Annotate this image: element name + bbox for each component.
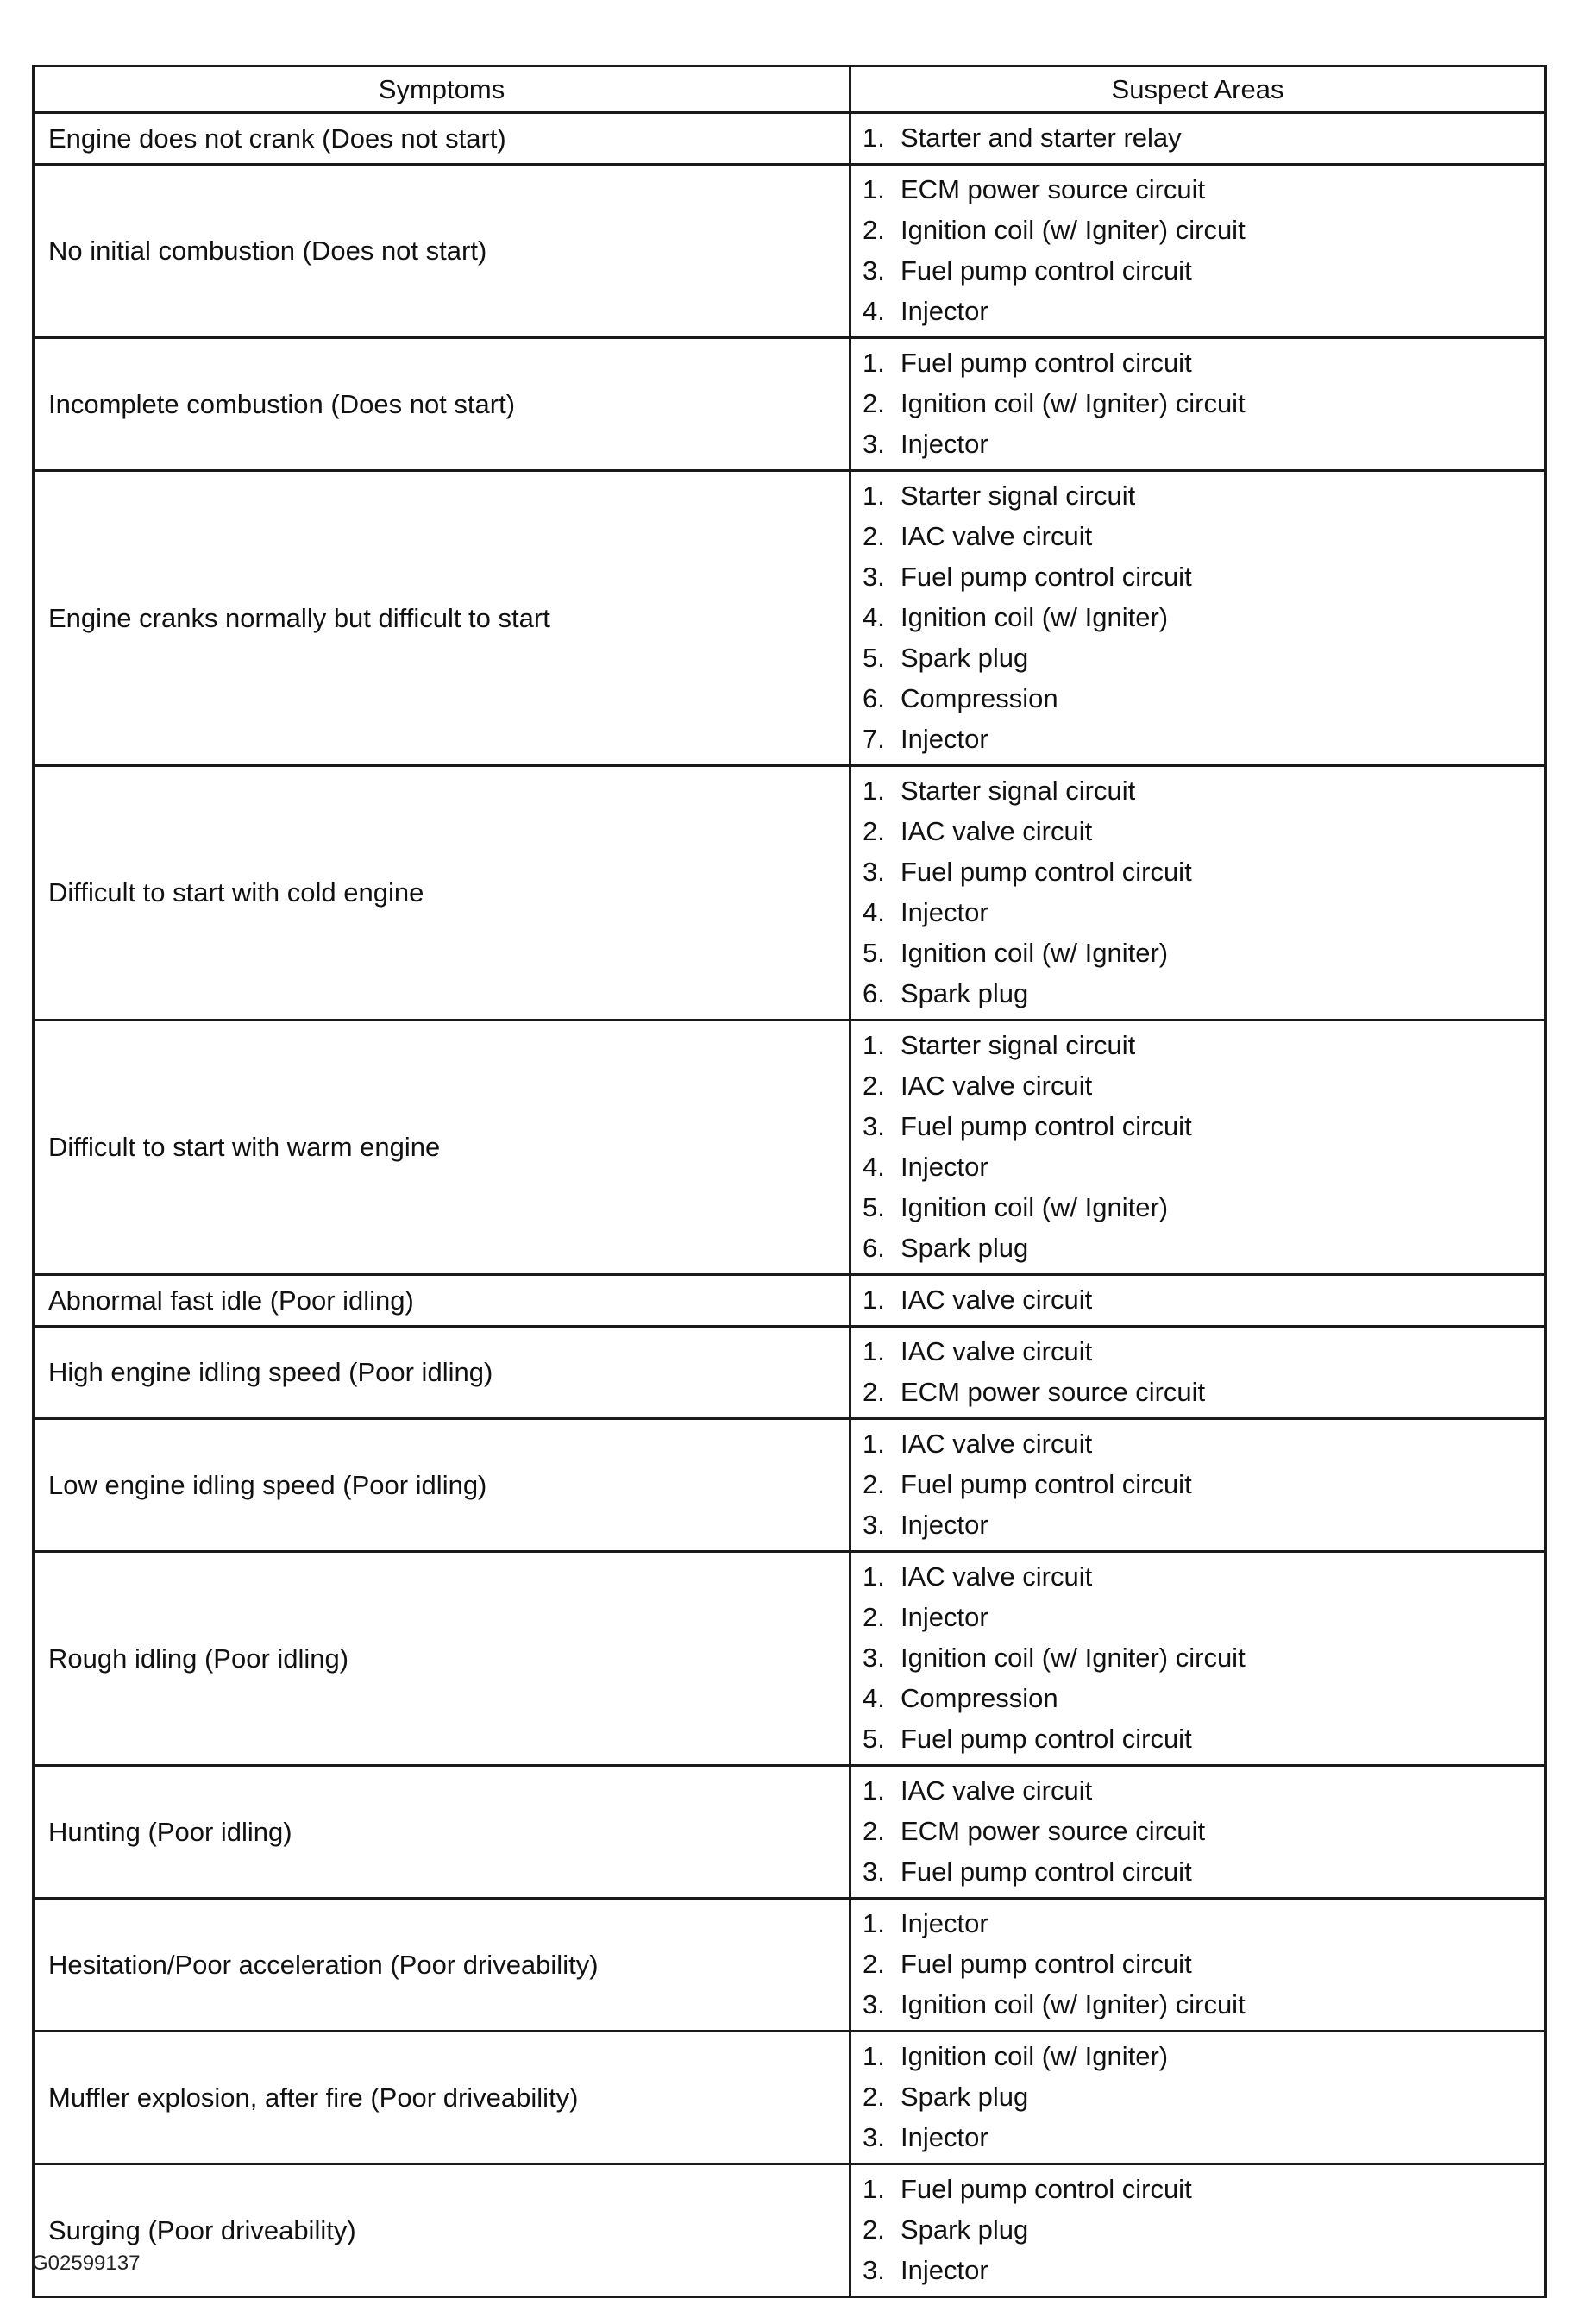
item-number: 2.	[863, 1602, 885, 1632]
suspect-area-item	[863, 385, 1544, 425]
suspect-area-text: Fuel pump control circuit	[901, 857, 1192, 887]
suspect-area-item	[863, 252, 1544, 292]
item-number: 3.	[863, 857, 885, 887]
suspect-area-text: Fuel pump control circuit	[901, 1949, 1192, 1979]
suspect-area-text: IAC valve circuit	[901, 1775, 1093, 1806]
item-number: 3.	[863, 562, 885, 592]
symptom-cell: Low engine idling speed (Poor idling)	[34, 1419, 850, 1552]
suspect-area-text: Starter signal circuit	[901, 481, 1136, 511]
item-number: 4.	[863, 1683, 885, 1713]
suspect-area-text: Ignition coil (w/ Igniter)	[901, 1192, 1169, 1222]
item-number: 5.	[863, 1724, 885, 1754]
item-number: 2.	[863, 1377, 885, 1407]
item-number: 1.	[863, 1775, 885, 1806]
symptom-table-container	[32, 65, 1544, 2298]
suspect-area-text: IAC valve circuit	[901, 1429, 1093, 1459]
item-number: 2.	[863, 521, 885, 551]
item-number: 3.	[863, 1989, 885, 2019]
item-number: 1.	[863, 174, 885, 204]
suspect-area-item	[863, 1189, 1544, 1229]
suspect-area-text: Spark plug	[901, 643, 1029, 673]
suspect-area-list	[863, 171, 1544, 333]
suspect-area-item	[863, 1986, 1544, 2026]
suspect-area-item	[863, 1680, 1544, 1720]
item-number: 1.	[863, 1561, 885, 1592]
suspect-area-text: Injector	[901, 2122, 988, 2152]
suspect-area-list	[863, 1558, 1544, 1761]
suspect-area-text: Fuel pump control circuit	[901, 1111, 1192, 1141]
suspect-areas-cell	[850, 1327, 1546, 1419]
item-number: 6.	[863, 978, 885, 1008]
suspect-area-text: Injector	[901, 1908, 988, 1938]
suspect-area-item	[863, 1639, 1544, 1680]
column-header-suspect-areas: Suspect Areas	[850, 66, 1546, 113]
item-number: 1.	[863, 1284, 885, 1315]
symptom-cell: Incomplete combustion (Does not start)	[34, 338, 850, 471]
item-number: 1.	[863, 1429, 885, 1459]
table-header	[34, 66, 1546, 113]
suspect-area-text: Fuel pump control circuit	[901, 255, 1192, 286]
suspect-area-item	[863, 2252, 1544, 2292]
suspect-area-item	[863, 344, 1544, 385]
suspect-area-list	[863, 1333, 1544, 1414]
suspect-area-item	[863, 975, 1544, 1015]
suspect-area-text: ECM power source circuit	[901, 1377, 1206, 1407]
suspect-area-list	[863, 1425, 1544, 1547]
suspect-area-item	[863, 1425, 1544, 1466]
suspect-area-item	[863, 171, 1544, 211]
item-number: 2.	[863, 2214, 885, 2245]
suspect-area-text: Fuel pump control circuit	[901, 1724, 1192, 1754]
suspect-area-item	[863, 1148, 1544, 1189]
table-row	[34, 1766, 1546, 1899]
suspect-area-text: Ignition coil (w/ Igniter) circuit	[901, 215, 1246, 245]
symptom-cell: No initial combustion (Does not start)	[34, 165, 850, 338]
table-row	[34, 471, 1546, 766]
suspect-areas-cell	[850, 338, 1546, 471]
item-number: 1.	[863, 1336, 885, 1366]
suspect-area-item	[863, 1558, 1544, 1599]
suspect-areas-cell	[850, 2164, 1546, 2297]
suspect-areas-cell	[850, 113, 1546, 165]
suspect-area-item	[863, 2078, 1544, 2119]
suspect-area-text: IAC valve circuit	[901, 1336, 1093, 1366]
suspect-area-item	[863, 1812, 1544, 1853]
table-row	[34, 1021, 1546, 1275]
suspect-area-item	[863, 477, 1544, 518]
suspect-area-list	[863, 2170, 1544, 2292]
suspect-area-text: Injector	[901, 1152, 988, 1182]
item-number: 5.	[863, 1192, 885, 1222]
suspect-area-item	[863, 1108, 1544, 1148]
table-row	[34, 1419, 1546, 1552]
table-row	[34, 1327, 1546, 1419]
suspect-area-list	[863, 1281, 1544, 1322]
suspect-area-item	[863, 558, 1544, 599]
suspect-area-item	[863, 2170, 1544, 2211]
suspect-area-text: Fuel pump control circuit	[901, 2174, 1192, 2204]
suspect-area-item	[863, 1853, 1544, 1894]
suspect-areas-cell	[850, 165, 1546, 338]
suspect-area-text: Injector	[901, 897, 988, 927]
suspect-area-text: Ignition coil (w/ Igniter) circuit	[901, 1989, 1246, 2019]
suspect-area-text: Fuel pump control circuit	[901, 1856, 1192, 1887]
item-number: 7.	[863, 724, 885, 754]
suspect-area-text: ECM power source circuit	[901, 1816, 1206, 1846]
suspect-area-item	[863, 1599, 1544, 1639]
symptom-cell: Muffler explosion, after fire (Poor driveability)	[34, 2032, 850, 2164]
item-number: 1.	[863, 481, 885, 511]
suspect-area-item	[863, 518, 1544, 558]
suspect-area-text: Starter signal circuit	[901, 1030, 1136, 1060]
suspect-area-item	[863, 211, 1544, 252]
item-number: 1.	[863, 1030, 885, 1060]
table-row	[34, 1275, 1546, 1327]
item-number: 2.	[863, 1816, 885, 1846]
suspect-area-text: Ignition coil (w/ Igniter)	[901, 2041, 1169, 2071]
symptom-cell: Hunting (Poor idling)	[34, 1766, 850, 1899]
symptom-cell: Engine cranks normally but difficult to start	[34, 471, 850, 766]
suspect-area-item	[863, 813, 1544, 853]
suspect-area-item	[863, 720, 1544, 761]
suspect-area-item	[863, 639, 1544, 680]
suspect-area-item	[863, 1945, 1544, 1986]
item-number: 5.	[863, 643, 885, 673]
suspect-area-item	[863, 292, 1544, 333]
suspect-area-item	[863, 119, 1544, 160]
suspect-area-text: Ignition coil (w/ Igniter) circuit	[901, 1643, 1246, 1673]
suspect-area-item	[863, 1506, 1544, 1547]
suspect-area-item	[863, 1905, 1544, 1945]
suspect-area-text: Injector	[901, 2255, 988, 2285]
item-number: 5.	[863, 938, 885, 968]
suspect-area-item	[863, 2119, 1544, 2159]
suspect-area-item	[863, 2211, 1544, 2252]
suspect-area-text: IAC valve circuit	[901, 1071, 1093, 1101]
suspect-areas-cell	[850, 1552, 1546, 1766]
item-number: 1.	[863, 1908, 885, 1938]
item-number: 3.	[863, 1643, 885, 1673]
suspect-area-item	[863, 680, 1544, 720]
suspect-area-text: Compression	[901, 1683, 1058, 1713]
item-number: 4.	[863, 296, 885, 326]
item-number: 2.	[863, 1071, 885, 1101]
symptom-cell: Difficult to start with cold engine	[34, 766, 850, 1021]
item-number: 3.	[863, 2122, 885, 2152]
suspect-areas-cell	[850, 1766, 1546, 1899]
item-number: 3.	[863, 2255, 885, 2285]
item-number: 6.	[863, 1233, 885, 1263]
item-number: 2.	[863, 388, 885, 418]
item-number: 2.	[863, 2082, 885, 2112]
suspect-area-text: Ignition coil (w/ Igniter)	[901, 602, 1169, 632]
suspect-area-list	[863, 772, 1544, 1015]
symptom-table	[32, 65, 1547, 2298]
symptom-cell: High engine idling speed (Poor idling)	[34, 1327, 850, 1419]
suspect-area-item	[863, 1333, 1544, 1373]
suspect-area-text: Ignition coil (w/ Igniter)	[901, 938, 1169, 968]
table-row	[34, 2032, 1546, 2164]
header-row	[34, 66, 1546, 113]
suspect-area-item	[863, 1720, 1544, 1761]
item-number: 4.	[863, 897, 885, 927]
column-header-symptoms: Symptoms	[34, 66, 850, 113]
suspect-areas-cell	[850, 1021, 1546, 1275]
suspect-area-text: Spark plug	[901, 2214, 1029, 2245]
table-row	[34, 2164, 1546, 2297]
item-number: 4.	[863, 602, 885, 632]
table-row	[34, 113, 1546, 165]
suspect-area-item	[863, 1281, 1544, 1322]
suspect-area-item	[863, 853, 1544, 894]
table-row	[34, 338, 1546, 471]
item-number: 1.	[863, 348, 885, 378]
suspect-area-text: IAC valve circuit	[901, 1284, 1093, 1315]
table-row	[34, 165, 1546, 338]
suspect-area-item	[863, 772, 1544, 813]
table-row	[34, 1552, 1546, 1766]
suspect-areas-cell	[850, 1275, 1546, 1327]
table-body	[34, 113, 1546, 2297]
suspect-area-list	[863, 344, 1544, 466]
suspect-areas-cell	[850, 471, 1546, 766]
symptom-cell: Difficult to start with warm engine	[34, 1021, 850, 1275]
suspect-area-text: Fuel pump control circuit	[901, 562, 1192, 592]
suspect-area-text: Injector	[901, 429, 988, 459]
item-number: 3.	[863, 1111, 885, 1141]
item-number: 2.	[863, 215, 885, 245]
suspect-area-item	[863, 894, 1544, 934]
symptom-cell: Abnormal fast idle (Poor idling)	[34, 1275, 850, 1327]
suspect-area-text: ECM power source circuit	[901, 174, 1206, 204]
figure-code: G02599137	[32, 2252, 141, 2275]
item-number: 1.	[863, 2041, 885, 2071]
symptom-cell: Rough idling (Poor idling)	[34, 1552, 850, 1766]
symptom-cell: Hesitation/Poor acceleration (Poor driveability)	[34, 1899, 850, 2032]
suspect-area-text: Starter and starter relay	[901, 122, 1182, 153]
item-number: 1.	[863, 776, 885, 806]
suspect-area-item	[863, 599, 1544, 639]
suspect-area-text: IAC valve circuit	[901, 521, 1093, 551]
suspect-area-text: Spark plug	[901, 978, 1029, 1008]
suspect-areas-cell	[850, 1419, 1546, 1552]
suspect-areas-cell	[850, 766, 1546, 1021]
suspect-area-item	[863, 1027, 1544, 1067]
suspect-area-text: IAC valve circuit	[901, 816, 1093, 846]
suspect-area-text: Starter signal circuit	[901, 776, 1136, 806]
suspect-area-list	[863, 2038, 1544, 2159]
suspect-area-item	[863, 2038, 1544, 2078]
item-number: 3.	[863, 429, 885, 459]
suspect-area-text: Injector	[901, 1510, 988, 1540]
suspect-area-text: Fuel pump control circuit	[901, 348, 1192, 378]
symptom-cell: Engine does not crank (Does not start)	[34, 113, 850, 165]
suspect-area-item	[863, 1373, 1544, 1414]
item-number: 3.	[863, 1856, 885, 1887]
suspect-area-list	[863, 1905, 1544, 2026]
item-number: 4.	[863, 1152, 885, 1182]
suspect-areas-cell	[850, 2032, 1546, 2164]
suspect-area-item	[863, 1229, 1544, 1270]
item-number: 3.	[863, 255, 885, 286]
item-number: 3.	[863, 1510, 885, 1540]
suspect-areas-cell	[850, 1899, 1546, 2032]
suspect-area-item	[863, 934, 1544, 975]
item-number: 2.	[863, 1469, 885, 1499]
suspect-area-list	[863, 1027, 1544, 1270]
suspect-area-text: Injector	[901, 724, 988, 754]
item-number: 6.	[863, 683, 885, 713]
suspect-area-list	[863, 477, 1544, 761]
suspect-area-text: Compression	[901, 683, 1058, 713]
suspect-area-text: Injector	[901, 1602, 988, 1632]
suspect-area-text: Spark plug	[901, 1233, 1029, 1263]
suspect-area-text: Spark plug	[901, 2082, 1029, 2112]
suspect-area-item	[863, 425, 1544, 466]
suspect-area-text: IAC valve circuit	[901, 1561, 1093, 1592]
item-number: 2.	[863, 816, 885, 846]
symptom-cell: Surging (Poor driveability)	[34, 2164, 850, 2297]
suspect-area-list	[863, 119, 1544, 160]
table-row	[34, 1899, 1546, 2032]
suspect-area-list	[863, 1772, 1544, 1894]
suspect-area-text: Injector	[901, 296, 988, 326]
item-number: 2.	[863, 1949, 885, 1979]
suspect-area-text: Ignition coil (w/ Igniter) circuit	[901, 388, 1246, 418]
table-row	[34, 766, 1546, 1021]
item-number: 1.	[863, 2174, 885, 2204]
item-number: 1.	[863, 122, 885, 153]
suspect-area-item	[863, 1067, 1544, 1108]
suspect-area-text: Fuel pump control circuit	[901, 1469, 1192, 1499]
suspect-area-item	[863, 1772, 1544, 1812]
suspect-area-item	[863, 1466, 1544, 1506]
